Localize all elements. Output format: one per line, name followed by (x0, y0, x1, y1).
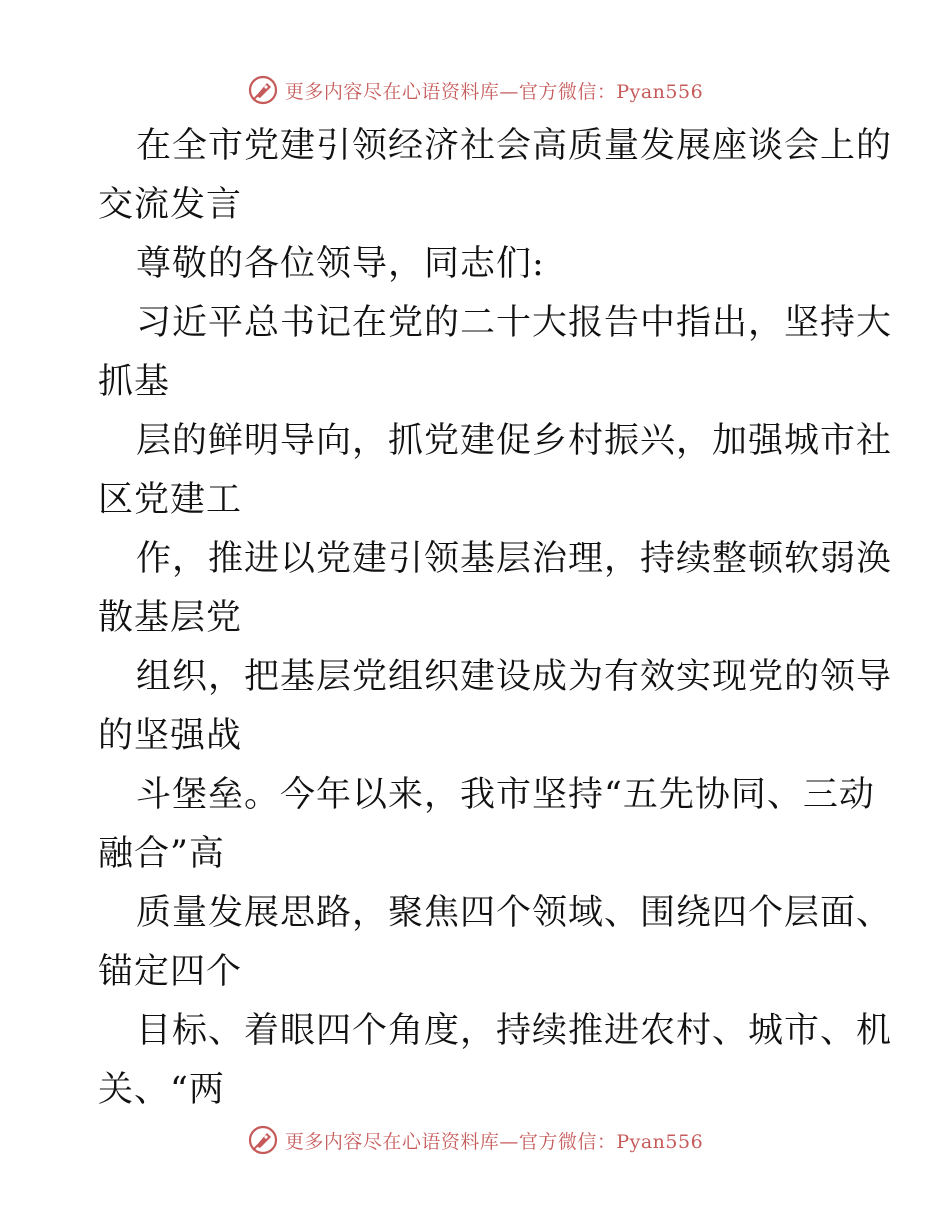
watermark-contact-text: 官方微信：Pyan556 (518, 1130, 704, 1153)
text-line: 锚定四个 (98, 952, 243, 992)
text-line: 层的鲜明导向，抓党建促乡村振兴，加强城市社 (136, 421, 893, 461)
watermark-site-text: 更多内容尽在心语资料库 (284, 80, 500, 103)
text-line: 抓基 (98, 362, 171, 402)
text-line: 质量发展思路，聚焦四个领域、围绕四个层面、 (136, 893, 893, 933)
watermark-site-text: 更多内容尽在心语资料库 (284, 1130, 500, 1153)
pen-nib-logo-icon (247, 74, 279, 106)
pen-nib-logo-icon (247, 1124, 279, 1156)
watermark-dash: — (499, 1130, 519, 1153)
watermark-contact-text: 官方微信：Pyan556 (518, 80, 704, 103)
watermark-dash: — (499, 80, 519, 103)
text-line: 融合”高 (98, 834, 225, 874)
text-line: 的坚强战 (98, 716, 243, 756)
text-line: 尊敬的各位领导，同志们: (136, 244, 545, 284)
text-line: 散基层党 (98, 598, 243, 638)
header-watermark (0, 70, 950, 110)
text-line: 交流发言 (98, 185, 243, 225)
watermark-text (285, 1127, 703, 1154)
watermark-text (285, 77, 703, 104)
text-line: 关、“两 (98, 1070, 225, 1110)
text-line: 习近平总书记在党的二十大报告中指出，坚持大 (136, 303, 893, 343)
text-line: 斗堡垒。今年以来，我市坚持“五先协同、三动 (136, 775, 875, 815)
document-body (98, 117, 893, 1120)
footer-watermark (0, 1120, 950, 1160)
text-line: 作，推进以党建引领基层治理，持续整顿软弱涣 (136, 539, 893, 579)
text-line: 区党建工 (98, 480, 243, 520)
text-line: 目标、着眼四个角度，持续推进农村、城市、机 (136, 1011, 893, 1051)
text-line: 在全市党建引领经济社会高质量发展座谈会上的 (136, 126, 893, 166)
text-line: 组织，把基层党组织建设成为有效实现党的领导 (136, 657, 893, 697)
